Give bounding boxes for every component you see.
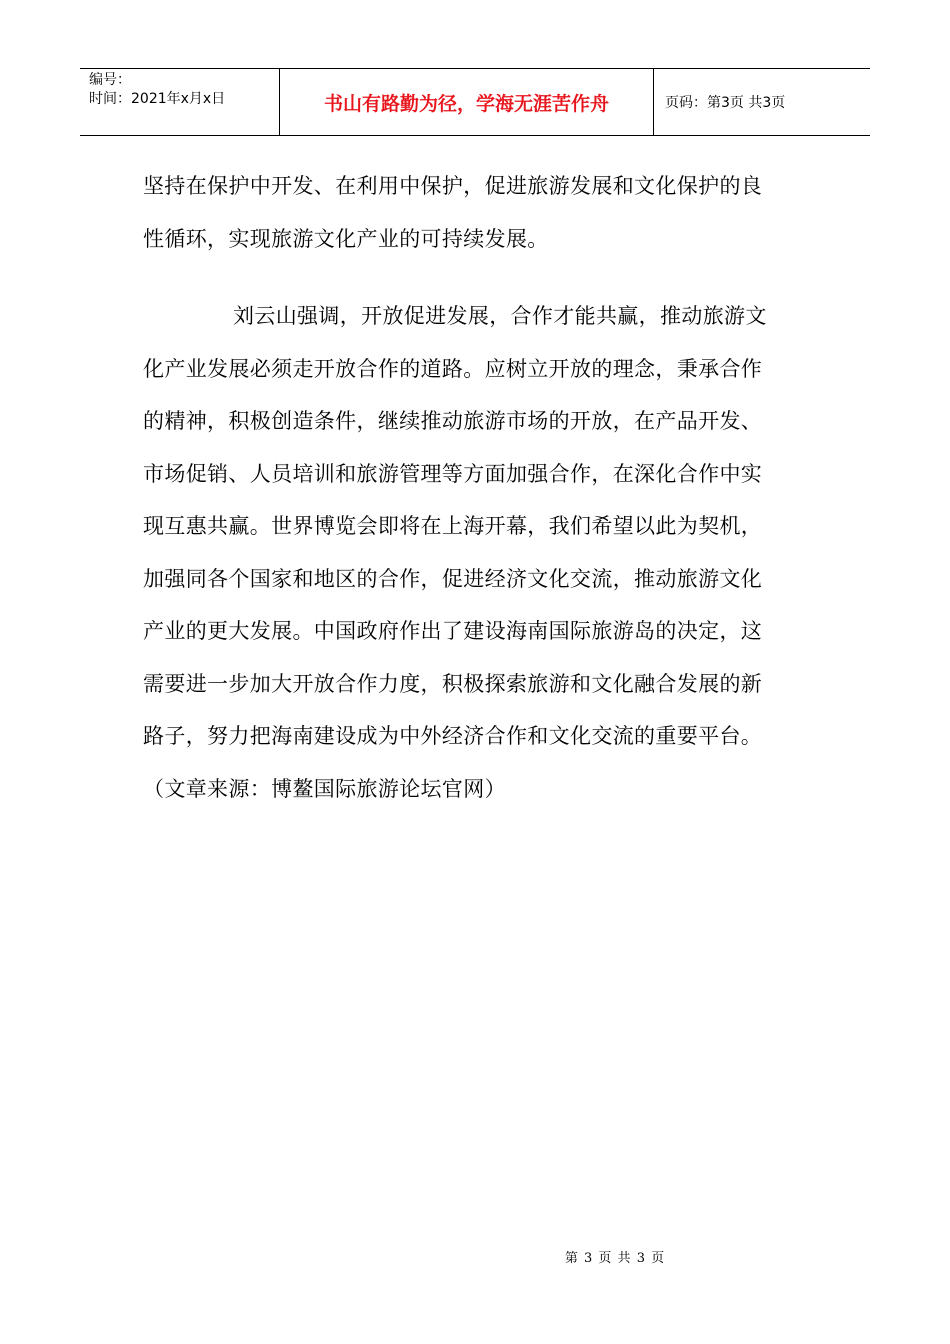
header-meta-cell [80,69,280,135]
time-label: 时间：2021年x月x日 [89,91,226,107]
paragraph-line: 现互惠共赢。世界博览会即将在上海开幕，我们希望以此为契机， [143,514,763,538]
source-note: （文章来源：博鳌国际旅游论坛官网） [143,776,506,801]
header-page-info: 页码：第3页 共3页 [665,95,786,111]
paragraph-line: 性循环，实现旅游文化产业的可持续发展。 [143,226,549,251]
number-label: 编号： [89,72,131,88]
paragraph-gap [143,265,803,290]
document-header [80,68,870,136]
paragraph-line: 市场促销、人员培训和旅游管理等方面加强合作，在深化合作中实 [143,461,763,486]
page-footer: 第 3 页 共 3 页 [564,1251,666,1266]
article-body [143,160,803,815]
paragraph-line: 需要进一步加大开放合作力度，积极探索旅游和文化融合发展的新 [143,671,763,696]
paragraph-line: 坚持在保护中开发、在利用中保护，促进旅游发展和文化保护的良 [143,174,763,198]
header-motto: 书山有路勤为径，学海无涯苦作舟 [280,69,654,135]
paragraph-line: 加强同各个国家和地区的合作，促进经济文化交流，推动旅游文化 [143,566,763,591]
paragraph-line: 化产业发展必须走开放合作的道路。应树立开放的理念，秉承合作 [143,356,763,381]
paragraph-line: 刘云山强调，开放促进发展，合作才能共赢，推动旅游文 [233,304,767,328]
paragraph-line: 产业的更大发展。中国政府作出了建设海南国际旅游岛的决定，这 [143,619,763,643]
paragraph-line: 的精神，积极创造条件，继续推动旅游市场的开放，在产品开发、 [143,409,763,433]
paragraph-line: 路子，努力把海南建设成为中外经济合作和文化交流的重要平台。 [143,724,763,748]
